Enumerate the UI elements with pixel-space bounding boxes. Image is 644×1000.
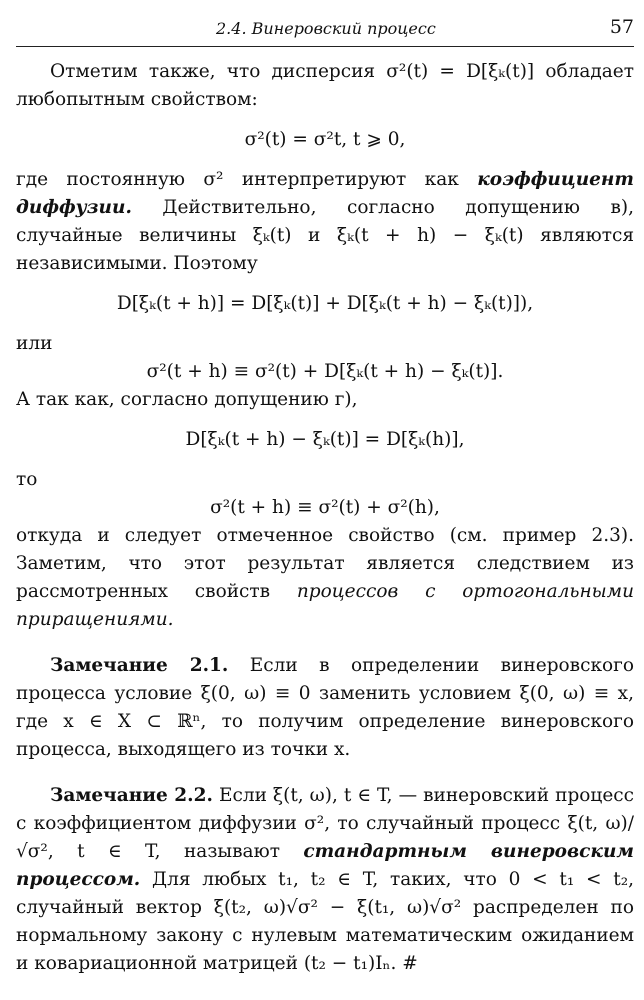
paragraph-conclusion	[16, 522, 634, 634]
term-orthogonal-increments: процессов с ортогональными приращениями.	[16, 581, 634, 630]
running-title: 2.4. Винеровский процесс	[216, 19, 436, 38]
page-header	[16, 14, 634, 47]
remark-2-1-label: Замечание 2.1.	[50, 655, 229, 676]
page-number: 57	[609, 16, 634, 38]
equation-variance-sum: D[ξₖ(t + h)] = D[ξₖ(t)] + D[ξₖ(t + h) − ξₖ(t)]),	[116, 293, 534, 314]
remark-2-2-label: Замечание 2.2.	[50, 785, 213, 806]
remark-2-1-text: Если в определении винеровского процесса условие ξ(0, ω) ≡ 0 заменить условием ξ(0, ω) ≡ x, где x ∈ X ⊂ ℝⁿ, то получим определение винеровского процесса, выходящего из точки x.	[16, 655, 634, 760]
remark-2-2	[16, 782, 634, 978]
word-or: или	[16, 333, 53, 354]
equation-increment-stationary: D[ξₖ(t + h) − ξₖ(t)] = D[ξₖ(h)],	[185, 429, 465, 450]
equation-variance-increment: σ²(t + h) ≡ σ²(t) + D[ξₖ(t + h) − ξₖ(t)].	[146, 361, 504, 382]
paragraph-conclusion-start: откуда и следует отмеченное свойство (см. пример 2.3). Заметим, что этот результат является следствием из рассмотренных свойств	[16, 525, 634, 602]
page-content	[16, 58, 634, 978]
paragraph-diffusion	[16, 166, 634, 278]
remark-2-1	[16, 652, 634, 764]
term-diffusion-coefficient: коэффициент диффузии.	[16, 169, 634, 218]
term-standard-wiener-process: стандартным винеровским процессом.	[16, 841, 634, 890]
equation-variance-additive: σ²(t + h) ≡ σ²(t) + σ²(h),	[210, 497, 440, 518]
paragraph-diffusion-start: где постоянную σ² интерпретируют как	[16, 169, 478, 190]
word-then: то	[16, 469, 38, 490]
paragraph-assumption-g: А так как, согласно допущению г),	[16, 389, 358, 410]
remark-2-2-text-1: Если ξ(t, ω), t ∈ T, — винеровский процесс с коэффициентом диффузии σ², то случайный процесс ξ(t, ω)/√σ², t ∈ T, называют	[16, 785, 634, 862]
paragraph-variance: Отметим также, что дисперсия σ²(t) = D[ξₖ(t)] обладает любопытным свойством:	[16, 61, 634, 110]
equation-variance-linear: σ²(t) = σ²t, t ⩾ 0,	[244, 129, 406, 150]
remark-2-2-text-2: Для любых t₁, t₂ ∈ T, таких, что 0 < t₁ < t₂, случайный вектор ξ(t₂, ω)√σ² − ξ(t₁, ω)√σ² распределен по нормальному закону с нулевым математическим ожиданием и ковариационной матрицей (t₂ − t₁)Iₙ. #	[16, 869, 634, 974]
paragraph-diffusion-end: Действительно, согласно допущению в), случайные величины ξₖ(t) и ξₖ(t + h) − ξₖ(t) являются независимыми. Поэтому	[16, 197, 634, 274]
